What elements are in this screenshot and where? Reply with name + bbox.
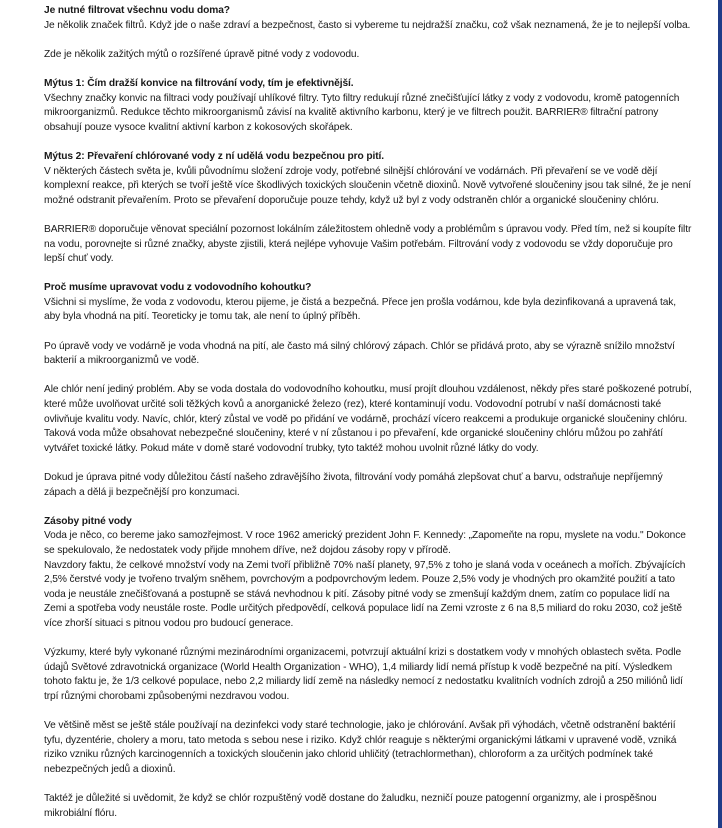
paragraph: Voda je něco, co bereme jako samozřejmost. V roce 1962 americký prezident John F. Kennedy: „Zapomeňte na ropu, myslete na vodu." Dokonce se spekulovalo, že nedostatek vody přijde mnohem dříve, než dojdou zásoby ropy v přírodě. <box>44 530 686 556</box>
paragraph: Taktéž je důležité si uvědomit, že když se chlór rozpuštěný vodě dostane do žaludku, nezničí pouze patogenní organizmy, ale i prospěšnou mikrobiální flóru. <box>44 793 657 819</box>
section-myth-1 <box>44 77 692 135</box>
section-heading: Je nutné filtrovat všechnu vodu doma? <box>44 5 230 16</box>
section-heading: Mýtus 2: Převaření chlórované vody z ní udělá vodu bezpečnou pro pití. <box>44 150 385 162</box>
paragraph: Dokud je úprava pitné vody důležitou částí našeho zdravějšího života, filtrování vody pomáhá zlepšovat chuť a barvu, odstraňuje nepříjemný zápach a dělá ji bezpečnější pro konzumaci. <box>44 472 663 498</box>
paragraph: Všechny značky konvic na filtraci vody používají uhlíkové filtry. Tyto filtry redukují různé znečišťující látky z vody z vodovodu, kromě patogenních mikroorganizmů. Redukce těchto mikroorganismů závisí na kvalitě aktivního karbonu, který je ve filtrech použit. BARRIER® filtrační patrony obsahují pouze vysoce kvalitní aktivní karbon z kokosových skořápek. <box>44 92 680 133</box>
paragraph: Ve většině měst se ještě stále používají na dezinfekci vody staré technologie, jako je chlórování. Avšak při výhodách, včetně odstranění baktérií tyfu, dyzentérie, cholery a moru, tato metoda s sebou nese i riziko. Když chlór reaguje s některými organickými látkami v upravené vodě, vzniká riziko vzniku různých karcinogenních a toxických sloučenin jako chlorid uhličitý (tetrachlormethan), chloroform a za určitých podmínek také nebezpečných jedů a dioxinů. <box>44 720 677 775</box>
paragraph: Zde je několik zažitých mýtů o rozšířené úpravě pitné vody z vodovodu. <box>44 48 360 60</box>
page-edge-stripe <box>718 0 722 828</box>
section-heading: Mýtus 1: Čím dražší konvice na filtrování vody, tím je efektivnější. <box>44 77 354 89</box>
section-heading: Proč musíme upravovat vodu z vodovodního kohoutku? <box>44 282 312 294</box>
paragraph: V některých částech světa je, kvůli původnímu složení zdroje vody, potřebné silnější chlórování ve vodárnách. Při převaření se ve vodě dějí komplexní reakce, při kterých se tvoří ještě více škodlivých toxických sloučenin včetně dioxinů. Nově vytvořené sloučeniny jsou tak silné, že je není možné odstranit převařením. Proto se převaření doporučuje pouze tehdy, když už byl z vody odstraněn chlór a organické sloučeniny chlóru. <box>44 165 692 206</box>
paragraph: BARRIER® doporučuje věnovat speciální pozornost lokálním záležitostem ohledně vody a problémům s úpravou vody. Před tím, než si koupíte filtr na vodu, porovnejte si různé značky, abyste zjistili, která nejlépe vyhovuje Vašim potřebám. Filtrování vody z vodovodu se vždy doporučuje pro lepší chuť vody. <box>44 223 692 265</box>
section-myth-2 <box>44 150 692 267</box>
paragraph: Je několik značek filtrů. Když jde o naše zdraví a bezpečnost, často si vybereme tu nejdražší značku, což však neznamená, že je to nejlepší volba. <box>44 19 691 31</box>
paragraph: Všichni si myslíme, že voda z vodovodu, kterou pijeme, je čistá a bezpečná. Přece jen prošla vodárnou, kde byla dezinfikovaná a upravená tak, aby byla vhodná na pití. Teoreticky je tomu tak, ale není to úplný příběh. <box>44 296 677 323</box>
paragraph: Navzdory faktu, že celkové množství vody na Zemi tvoří přibližně 70% naší planety, 97,5% z toho je slaná voda v oceánech a mořích. Zbývajících 2,5% čerstvé vody je tvořeno trvalým sněhem, povrchovým a podpovrchovým ledem. Pouze 2,5% vody je vhodných pro okamžité použití a tato voda je neustále znečišťovaná a postupně se stává nevhodnou k pití. Zásoby pitné vody se zmenšují každým dnem, zatím co populace lidí na Zemi a spotřeba vody neustále roste. Podle určitých předpovědí, celková populace lidí na Zemi vzroste z 6 na 8,5 miliard do roku 2030, což ještě více zhorší situaci s pitnou vodou pro budoucí generace. <box>44 559 686 629</box>
section-heading: Zásoby pitné vody <box>44 515 132 527</box>
paragraph: Ale chlór není jediný problém. Aby se voda dostala do vodovodního kohoutku, musí projít dlouhou vzdálenost, někdy přes staré poškozené potrubí, které může uvolňovat určité soli těžkých kovů a anorganické železo (rez), které kontaminují vodu. Vodovodní potrubí v naší domácnosti také ovlivňuje kvalitu vody. Navíc, chlór, který zůstal ve vodě po přidání ve vodárně, prochází vícero reakcemi a produkuje organické sloučeniny chlóru. Taková voda může obsahovat nebezpečné sloučeniny, které v ní zůstanou i po převaření, kde organické sloučeniny chlóru můžou po zahřátí vytvářet toxické látky. Pokud máte v domě staré vodovodní trubky, tyto taktéž mohou uvolnit různé látky do vody. <box>44 384 692 454</box>
section-filter-all-water <box>44 4 692 62</box>
paragraph: Výzkumy, které byly vykonané různými mezinárodními organizacemi, potvrzují aktuální krizi s dostatkem vody v mnohých oblastech světa. Podle údajů Světové zdravotnická organizace (World Health Organization - WHO), 1,4 miliardy lidí nemá přístup k vodě bezpečné na pití. Výsledkem tohoto faktu je, že 1/3 celkové populace, nebo 2,2 miliardy lidí země na následky nemocí z nedostatku kvalitních vodních zdrojů a 250 miliónů lidí trpí různými chorobami způsobenými nezdravou vodou. <box>44 647 683 702</box>
section-drinking-water-supply <box>44 515 692 821</box>
paragraph: Po úpravě vody ve vodárně je voda vhodná na pití, ale často má silný chlórový zápach. Chlór se přidává proto, aby se výrazně snížilo množství bakterií a mikroorganizmů ve vodě. <box>44 340 675 367</box>
section-why-treat-tap-water <box>44 281 692 500</box>
